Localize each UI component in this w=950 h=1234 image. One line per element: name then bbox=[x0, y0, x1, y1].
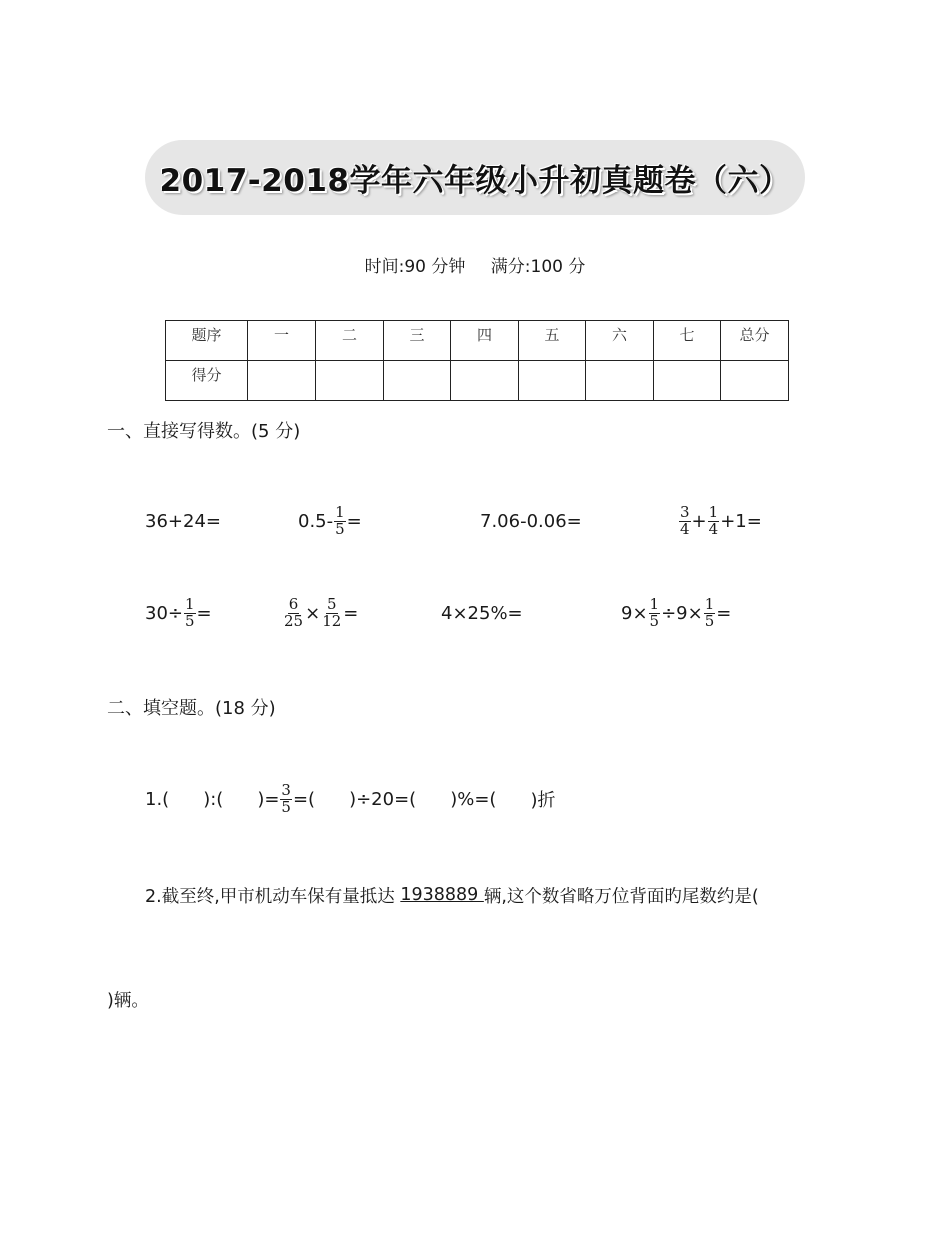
numerator: 5 bbox=[326, 594, 337, 613]
denominator: 4 bbox=[680, 519, 690, 538]
title-banner bbox=[145, 140, 805, 215]
score-input-cell[interactable] bbox=[654, 361, 721, 401]
numerator: 3 bbox=[680, 502, 690, 521]
numerator: 6 bbox=[288, 594, 299, 613]
question-1-7 bbox=[441, 597, 523, 629]
question-text: 4×25%= bbox=[441, 602, 523, 624]
question-text: 7.06-0.06= bbox=[480, 510, 582, 532]
fill-question-2 bbox=[145, 882, 759, 908]
score-input-cell[interactable] bbox=[586, 361, 654, 401]
question-text: =( bbox=[292, 788, 316, 810]
score-input-cell[interactable] bbox=[316, 361, 384, 401]
fill-question-1 bbox=[145, 778, 555, 820]
score-header-cell: 四 bbox=[451, 321, 519, 361]
denominator: 5 bbox=[649, 611, 660, 630]
score-header-cell: 六 bbox=[586, 321, 654, 361]
score-header-cell: 三 bbox=[384, 321, 451, 361]
fraction bbox=[679, 502, 691, 538]
question-1-6 bbox=[282, 592, 358, 634]
section-1-heading: 一、直接写得数。(5 分) bbox=[107, 421, 301, 442]
question-text: 9× bbox=[621, 602, 648, 624]
exam-meta bbox=[0, 252, 950, 277]
numerator: 1 bbox=[649, 594, 660, 613]
score-input-cell[interactable] bbox=[248, 361, 316, 401]
question-text: + bbox=[691, 510, 707, 532]
score-header-cell: 总分 bbox=[721, 321, 789, 361]
score-table-header-row bbox=[166, 321, 789, 361]
score-header-cell: 五 bbox=[519, 321, 586, 361]
score-header-cell: 二 bbox=[316, 321, 384, 361]
denominator: 5 bbox=[335, 519, 345, 538]
question-text: )折 bbox=[530, 790, 556, 811]
question-text: 辆,这个数省略万位背面旳尾数约是( bbox=[483, 886, 759, 907]
exam-full-score: 满分:100 分 bbox=[490, 257, 586, 277]
question-1-8 bbox=[621, 592, 731, 634]
denominator: 12 bbox=[322, 611, 342, 630]
question-1-2 bbox=[298, 500, 362, 542]
score-row-label: 得分 bbox=[166, 361, 248, 401]
fraction bbox=[334, 502, 346, 538]
score-input-cell[interactable] bbox=[384, 361, 451, 401]
denominator: 25 bbox=[284, 611, 304, 630]
fraction bbox=[708, 502, 720, 538]
exam-time: 时间:90 分钟 bbox=[364, 257, 466, 277]
fill-question-2-continuation bbox=[107, 986, 149, 1012]
fraction bbox=[184, 594, 196, 630]
numerator: 1 bbox=[185, 594, 195, 613]
score-input-cell[interactable] bbox=[721, 361, 789, 401]
question-1-5 bbox=[145, 592, 212, 634]
denominator: 5 bbox=[704, 611, 715, 630]
page-title: 2017-2018学年六年级小升初真题卷（六） bbox=[159, 163, 791, 199]
numerator: 3 bbox=[281, 780, 291, 799]
question-text: )= bbox=[257, 788, 280, 810]
score-input-cell[interactable] bbox=[451, 361, 519, 401]
question-1-4 bbox=[678, 500, 762, 542]
question-1-1 bbox=[145, 505, 221, 537]
score-header-cell: 七 bbox=[654, 321, 721, 361]
question-text: = bbox=[346, 510, 362, 532]
question-text: 36+24= bbox=[145, 510, 221, 532]
question-text: ):( bbox=[203, 788, 224, 810]
score-header-cell: 题序 bbox=[166, 321, 248, 361]
underlined-number: 1938889 bbox=[400, 885, 484, 905]
question-text: +1= bbox=[720, 510, 762, 532]
score-header-cell: 一 bbox=[248, 321, 316, 361]
fraction bbox=[321, 594, 342, 630]
question-1-3 bbox=[480, 505, 582, 537]
fraction bbox=[280, 780, 292, 816]
question-text: = bbox=[196, 602, 212, 624]
fraction bbox=[649, 594, 661, 630]
section-2-heading: 二、填空题。(18 分) bbox=[107, 698, 276, 719]
question-text: = bbox=[716, 602, 732, 624]
question-text: ÷9× bbox=[661, 602, 703, 624]
numerator: 1 bbox=[335, 502, 345, 521]
fraction bbox=[704, 594, 716, 630]
question-text: 30÷ bbox=[145, 602, 183, 624]
question-text: × bbox=[305, 602, 321, 624]
question-text: 1.( bbox=[145, 788, 170, 810]
question-text: 0.5- bbox=[298, 510, 334, 532]
numerator: 1 bbox=[708, 502, 719, 521]
question-text: )辆。 bbox=[107, 990, 149, 1011]
score-input-cell[interactable] bbox=[519, 361, 586, 401]
question-text: )%=( bbox=[450, 788, 497, 810]
denominator: 4 bbox=[708, 519, 719, 538]
fraction bbox=[283, 594, 304, 630]
denominator: 5 bbox=[281, 797, 291, 816]
question-text: = bbox=[343, 602, 359, 624]
question-text: )÷20=( bbox=[349, 788, 417, 810]
denominator: 5 bbox=[185, 611, 195, 630]
score-table-score-row bbox=[166, 361, 789, 401]
question-text: 2.截至终,甲市机动车保有量抵达 bbox=[145, 886, 401, 907]
numerator: 1 bbox=[704, 594, 715, 613]
score-table bbox=[165, 320, 789, 401]
